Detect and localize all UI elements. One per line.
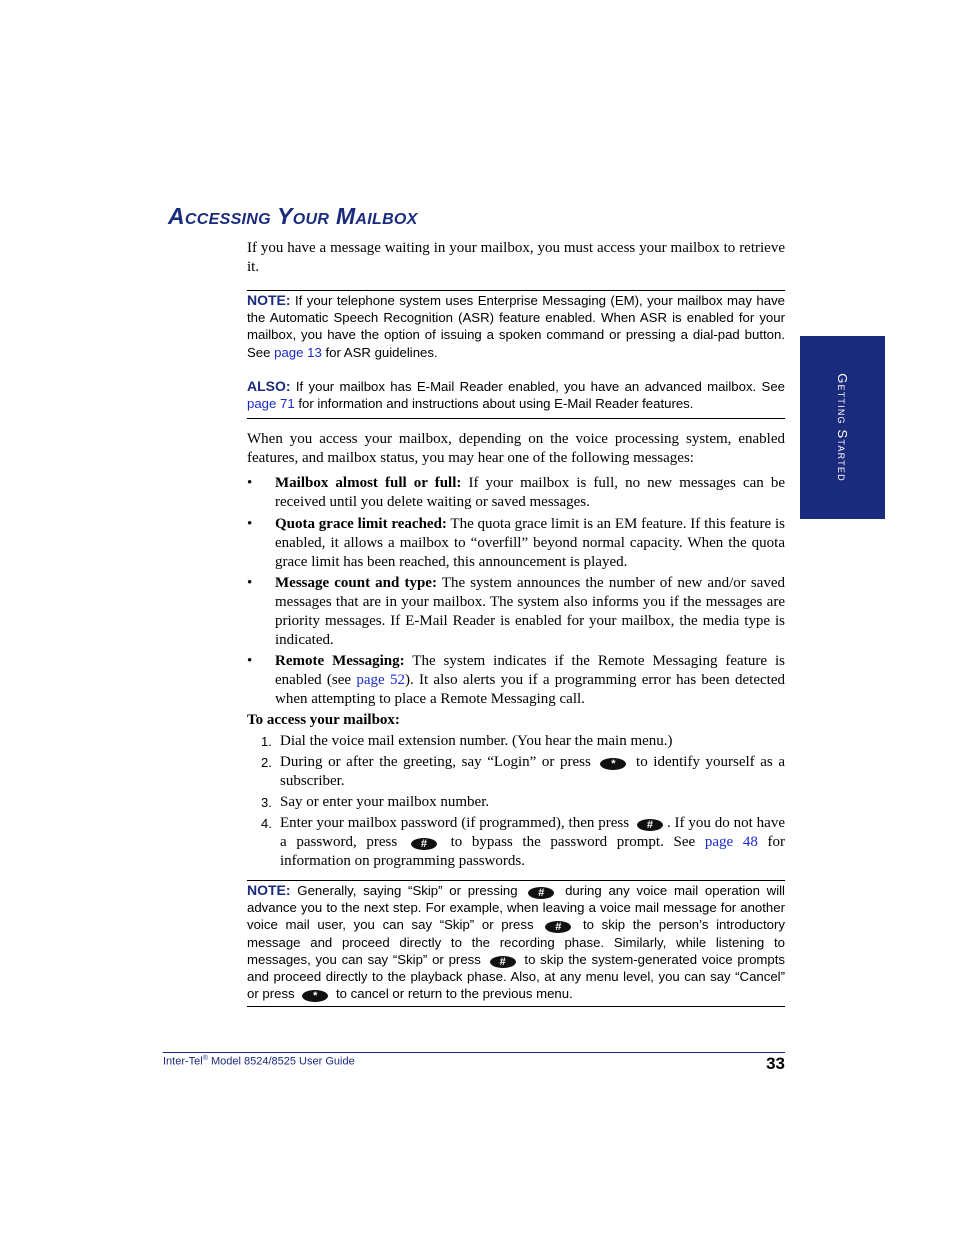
step-text: Dial the voice mail extension number. (You hear the main menu.)	[280, 733, 673, 749]
step-number: 4.	[261, 816, 272, 831]
note2-label: NOTE:	[247, 882, 291, 898]
bullet-text-end: ). It also alerts you if a programming error has been detected when attempting to place a Remote Messaging call.	[275, 672, 785, 707]
bullet-dot: •	[247, 575, 253, 591]
page-13-link[interactable]: page 13	[274, 344, 322, 360]
step-item	[247, 793, 785, 812]
bullet-text: The system indicates if the Remote Messaging feature is enabled (see	[275, 653, 785, 688]
step-text-end: for information on programming passwords.	[280, 834, 785, 869]
bullet-title: Quota grace limit reached:	[275, 516, 447, 532]
also-box	[247, 378, 785, 412]
footer-title	[163, 1055, 355, 1068]
page-48-link[interactable]: page 48	[704, 834, 758, 850]
bullet-dot: •	[247, 516, 253, 532]
star-key-icon: *	[600, 758, 626, 770]
step-text: Enter your mailbox password (if programmed), then press	[280, 815, 630, 831]
note-text: If your telephone system uses Enterprise Messaging (EM), your mailbox may have the Automatic Speech Recognition (ASR) feature enabled. When ASR is enabled for your mailbox, you have the option of issuing a spoken command or pressing a dial-pad button. See	[247, 293, 785, 360]
procedure-title	[247, 711, 785, 730]
pound-key-icon: #	[528, 887, 554, 899]
bullet-dot: •	[247, 653, 253, 669]
note-text-end: for ASR guidelines.	[321, 344, 438, 360]
note2-box	[247, 882, 785, 1002]
page-number: 33	[766, 1054, 785, 1073]
bullet-text: The system announces the number of new and/or saved messages that are in your mailbox. The system also informs you if the messages are priority messages. If E-Mail Reader is enabled for your mailbox, the media type is indicated.	[275, 575, 785, 648]
note2-text: Generally, saying “Skip” or pressing	[290, 883, 518, 898]
section-heading: Accessing Your Mailbox	[168, 203, 418, 229]
section-side-tab	[800, 336, 885, 519]
intro-paragraph: If you have a message waiting in your mailbox, you must access your mailbox to retrieve it.	[247, 240, 785, 275]
pound-key-icon: #	[637, 819, 663, 831]
step-text-end: to identify yourself as a subscriber.	[280, 754, 786, 789]
bullet-title: Message count and type:	[275, 575, 437, 591]
note-label: NOTE:	[247, 292, 291, 308]
messages-paragraph: When you access your mailbox, depending on the voice processing system, enabled features, and mailbox status, you may hear one of the following messages:	[247, 431, 785, 466]
procedure-title-text: To access your mailbox:	[247, 712, 400, 728]
page-71-link[interactable]: page 71	[247, 396, 295, 412]
footer-brand: Inter-Tel	[163, 1055, 203, 1068]
note2-text: to skip the system-generated voice prompts and proceed directly to the playback phase. Also, at any menu level, you can say “Cancel” or press	[247, 951, 786, 1002]
pound-key-icon: #	[490, 956, 516, 968]
bullet-dot: •	[247, 475, 253, 491]
note2-text: during any voice mail operation will advance you to the next step. For example, when leaving a voice mail message for another voice mail user, you can say “Skip” or press	[247, 883, 785, 933]
side-tab-label: Getting Started	[835, 373, 850, 482]
note2-bottom-rule	[247, 1006, 785, 1007]
star-key-icon: *	[302, 990, 328, 1002]
step-number: 3.	[261, 795, 272, 810]
footer-reg-mark: ®	[202, 1055, 208, 1062]
also-label: ALSO:	[247, 378, 291, 394]
step-item	[247, 732, 785, 751]
step-item	[247, 814, 785, 871]
note-bottom-rule	[247, 418, 785, 419]
note-box	[247, 292, 785, 361]
footer-guide-title: Model 8524/8525 User Guide	[207, 1055, 355, 1068]
pound-key-icon: #	[545, 921, 571, 933]
bullet-text: If your mailbox is full, no new messages can be received until you delete waiting or saved messages.	[275, 475, 785, 510]
bullet-item	[247, 574, 785, 650]
page-52-link[interactable]: page 52	[356, 672, 405, 688]
step-text: . If you do not have a password, press	[280, 815, 785, 850]
note2-text: to cancel or return to the previous menu.	[335, 986, 573, 1002]
note2-top-rule	[247, 880, 785, 881]
note-top-rule	[247, 290, 785, 291]
also-text: If your mailbox has E-Mail Reader enabled, you have an advanced mailbox. See	[290, 379, 785, 394]
bullet-item	[247, 652, 785, 709]
footer-rule	[163, 1052, 785, 1053]
pound-key-icon: #	[411, 838, 437, 850]
also-text-end: for information and instructions about using E-Mail Reader features.	[294, 396, 694, 412]
bullet-text: The quota grace limit is an EM feature. If this feature is enabled, it allows a mailbox to “overfill” beyond normal capacity. When the quota grace limit has been reached, this announcement is played.	[275, 516, 785, 570]
step-text: to bypass the password prompt. See	[450, 834, 705, 850]
bullet-item	[247, 515, 785, 572]
bullet-item	[247, 474, 785, 512]
bullet-title: Remote Messaging:	[275, 653, 405, 669]
bullet-title: Mailbox almost full or full:	[275, 475, 462, 491]
step-text: During or after the greeting, say “Login” or press	[280, 754, 591, 770]
step-number: 2.	[261, 755, 272, 770]
step-text: Say or enter your mailbox number.	[280, 794, 490, 810]
note2-text: to skip the person’s introductory message and proceed directly to the recording phase. Similarly, while listening to messages, you can say “Skip” or press	[247, 917, 786, 967]
step-item	[247, 753, 785, 791]
step-number: 1.	[261, 734, 272, 749]
